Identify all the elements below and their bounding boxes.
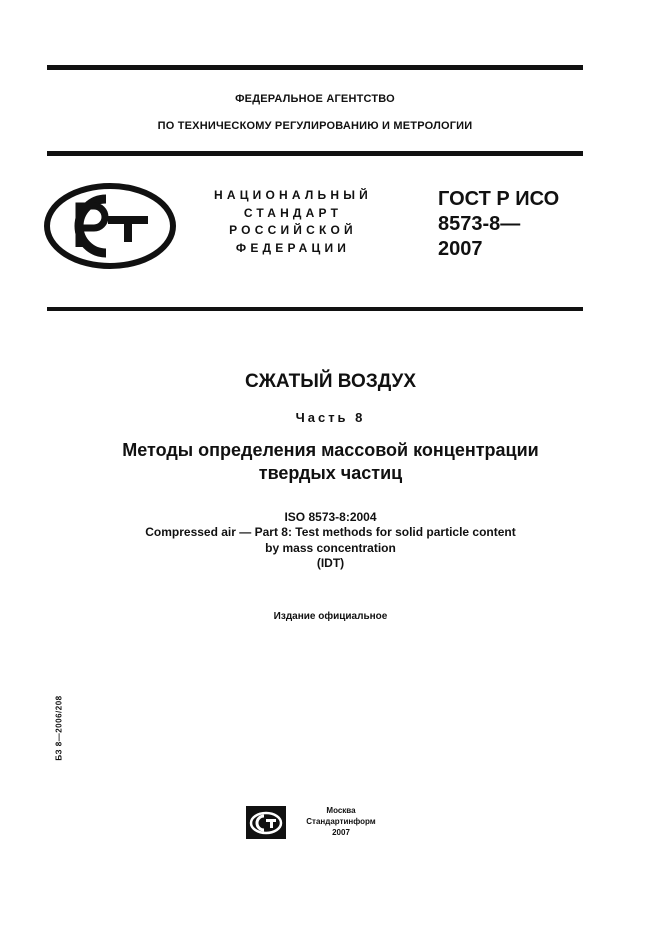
designation-line-2: 8573-8— (438, 213, 521, 235)
iso-title-line-1: Compressed air — Part 8: Test methods for solid particle content (145, 525, 516, 539)
designation-line-1: ГОСТ Р ИСО (438, 188, 560, 210)
document-title: СЖАТЫЙ ВОЗДУХ (245, 371, 416, 392)
standard-line-4: ФЕДЕРАЦИИ (235, 241, 351, 255)
standard-line-3: РОССИЙСКОЙ (229, 223, 357, 237)
iso-code: ISO 8573-8:2004 (284, 510, 377, 524)
standartinform-logo-icon (246, 806, 286, 839)
subtitle-line-2: твердых частиц (258, 463, 403, 483)
part-label: Часть 8 (295, 410, 366, 425)
top-rule (47, 65, 583, 70)
standard-line-1: НАЦИОНАЛЬНЫЙ (213, 188, 373, 202)
title-rule (47, 307, 583, 311)
designation-line-3: 2007 (438, 238, 483, 260)
agency-line-1: ФЕДЕРАЛЬНОЕ АГЕНТСТВО (235, 93, 395, 105)
iso-title-line-2: by mass concentration (265, 541, 396, 555)
side-code: БЗ 8—2006/208 (54, 695, 64, 761)
rst-logo-icon (44, 183, 176, 269)
header-rule (47, 151, 583, 156)
iso-equivalence: (IDT) (316, 556, 345, 570)
edition-note: Издание официальное (273, 611, 388, 622)
subtitle-line-1: Методы определения массовой концентрации (122, 440, 539, 460)
publisher-year: 2007 (332, 828, 350, 837)
publisher-city: Москва (326, 806, 356, 815)
standard-line-2: СТАНДАРТ (243, 206, 343, 220)
agency-line-2: ПО ТЕХНИЧЕСКОМУ РЕГУЛИРОВАНИЮ И МЕТРОЛОГИИ (157, 120, 473, 132)
publisher-name: Стандартинформ (306, 817, 376, 826)
